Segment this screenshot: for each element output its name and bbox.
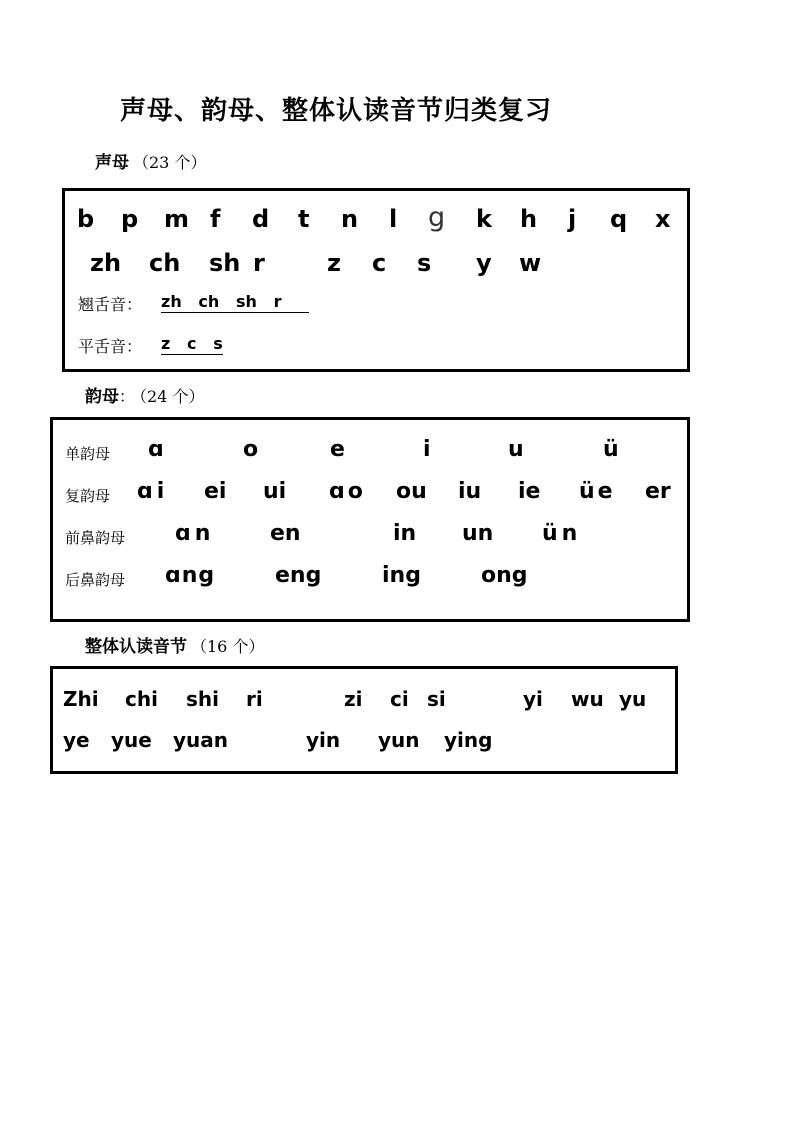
final: un: [462, 521, 494, 546]
final: ün: [542, 521, 582, 546]
shengmu-initial: z: [327, 249, 341, 277]
syllable: ri: [246, 687, 263, 711]
syllable: chi: [125, 687, 158, 711]
final: in: [393, 521, 417, 546]
shengmu-initial: h: [520, 205, 538, 233]
syllable: ying: [444, 728, 493, 752]
shengmu-label: 声母: [95, 153, 129, 173]
final: er: [645, 479, 671, 504]
final: ɑ: [148, 437, 164, 462]
final: ing: [382, 563, 421, 588]
final: iu: [458, 479, 482, 504]
final: ei: [204, 479, 227, 504]
back-nasal-label: 后鼻韵母: [65, 571, 126, 589]
qiaoshe-label: 翘舌音：: [78, 295, 143, 314]
zhengti-heading: [85, 632, 264, 657]
yunmu-heading: [85, 382, 204, 407]
yunmu-box: [50, 417, 690, 622]
pingshe-label: 平舌音：: [78, 337, 143, 356]
final: u: [508, 437, 524, 462]
shengmu-initial: b: [77, 205, 95, 233]
page-title: 声母、韵母、整体认读音节归类复习: [120, 96, 553, 126]
shengmu-initial: d: [252, 205, 270, 233]
shengmu-initial: f: [210, 205, 221, 233]
shengmu-initial: l: [389, 205, 398, 233]
compound-finals-label: 复韵母: [65, 487, 111, 505]
yunmu-count: （24 个）: [139, 387, 205, 406]
shengmu-initial: g: [428, 202, 446, 233]
syllable: yin: [306, 728, 341, 752]
syllable: yue: [111, 728, 152, 752]
syllable: ye: [63, 728, 90, 752]
shengmu-initial: k: [476, 205, 492, 233]
shengmu-initial: q: [610, 205, 628, 233]
final: ü: [603, 437, 619, 462]
final: ɑi: [137, 479, 169, 504]
shengmu-initial: x: [655, 205, 671, 233]
syllable: wu: [571, 687, 604, 711]
syllable: Zhi: [63, 687, 99, 711]
final: o: [243, 437, 259, 462]
shengmu-initial: p: [121, 205, 139, 233]
qiaoshe-value: zh ch sh r: [161, 292, 309, 313]
zhengti-label: 整体认读音节: [85, 637, 187, 657]
final: e: [330, 437, 345, 462]
shengmu-initial: t: [298, 205, 310, 233]
final: ɑn: [175, 521, 215, 546]
shengmu-box: [62, 188, 690, 372]
syllable: yi: [523, 687, 543, 711]
shengmu-initial: m: [164, 205, 190, 233]
syllable: ci: [390, 687, 409, 711]
final: ɑng: [165, 563, 216, 588]
final: ong: [481, 563, 528, 588]
shengmu-initial: zh: [90, 249, 122, 277]
yunmu-label: 韵母: [85, 387, 119, 407]
yunmu-colon: ：: [119, 387, 136, 406]
shengmu-initial: y: [476, 249, 492, 277]
syllable: yu: [619, 687, 647, 711]
final: üe: [579, 479, 616, 504]
front-nasal-label: 前鼻韵母: [65, 529, 126, 547]
shengmu-initial: s: [417, 249, 432, 277]
zhengti-count: （16 个）: [191, 637, 265, 656]
single-finals-label: 单韵母: [65, 445, 111, 463]
final: i: [423, 437, 431, 462]
final: eng: [275, 563, 322, 588]
zhengti-box: [50, 666, 678, 774]
shengmu-count: （23 个）: [133, 153, 207, 172]
syllable: shi: [186, 687, 219, 711]
final: en: [270, 521, 301, 546]
final: ui: [263, 479, 287, 504]
syllable: yuan: [173, 728, 229, 752]
final: ɑo: [329, 479, 366, 504]
final: ou: [396, 479, 427, 504]
shengmu-initial: r: [253, 249, 265, 277]
shengmu-initial: n: [341, 205, 359, 233]
final: ie: [518, 479, 541, 504]
syllable: zi: [344, 687, 363, 711]
syllable: si: [427, 687, 446, 711]
shengmu-heading: [95, 148, 206, 173]
shengmu-initial: c: [372, 249, 387, 277]
pingshe-value: z c s: [161, 334, 223, 353]
shengmu-initial: j: [568, 205, 577, 233]
shengmu-initial: w: [519, 249, 542, 277]
shengmu-initial: ch: [149, 249, 181, 277]
shengmu-initial: sh: [209, 249, 241, 277]
syllable: yun: [378, 728, 420, 752]
